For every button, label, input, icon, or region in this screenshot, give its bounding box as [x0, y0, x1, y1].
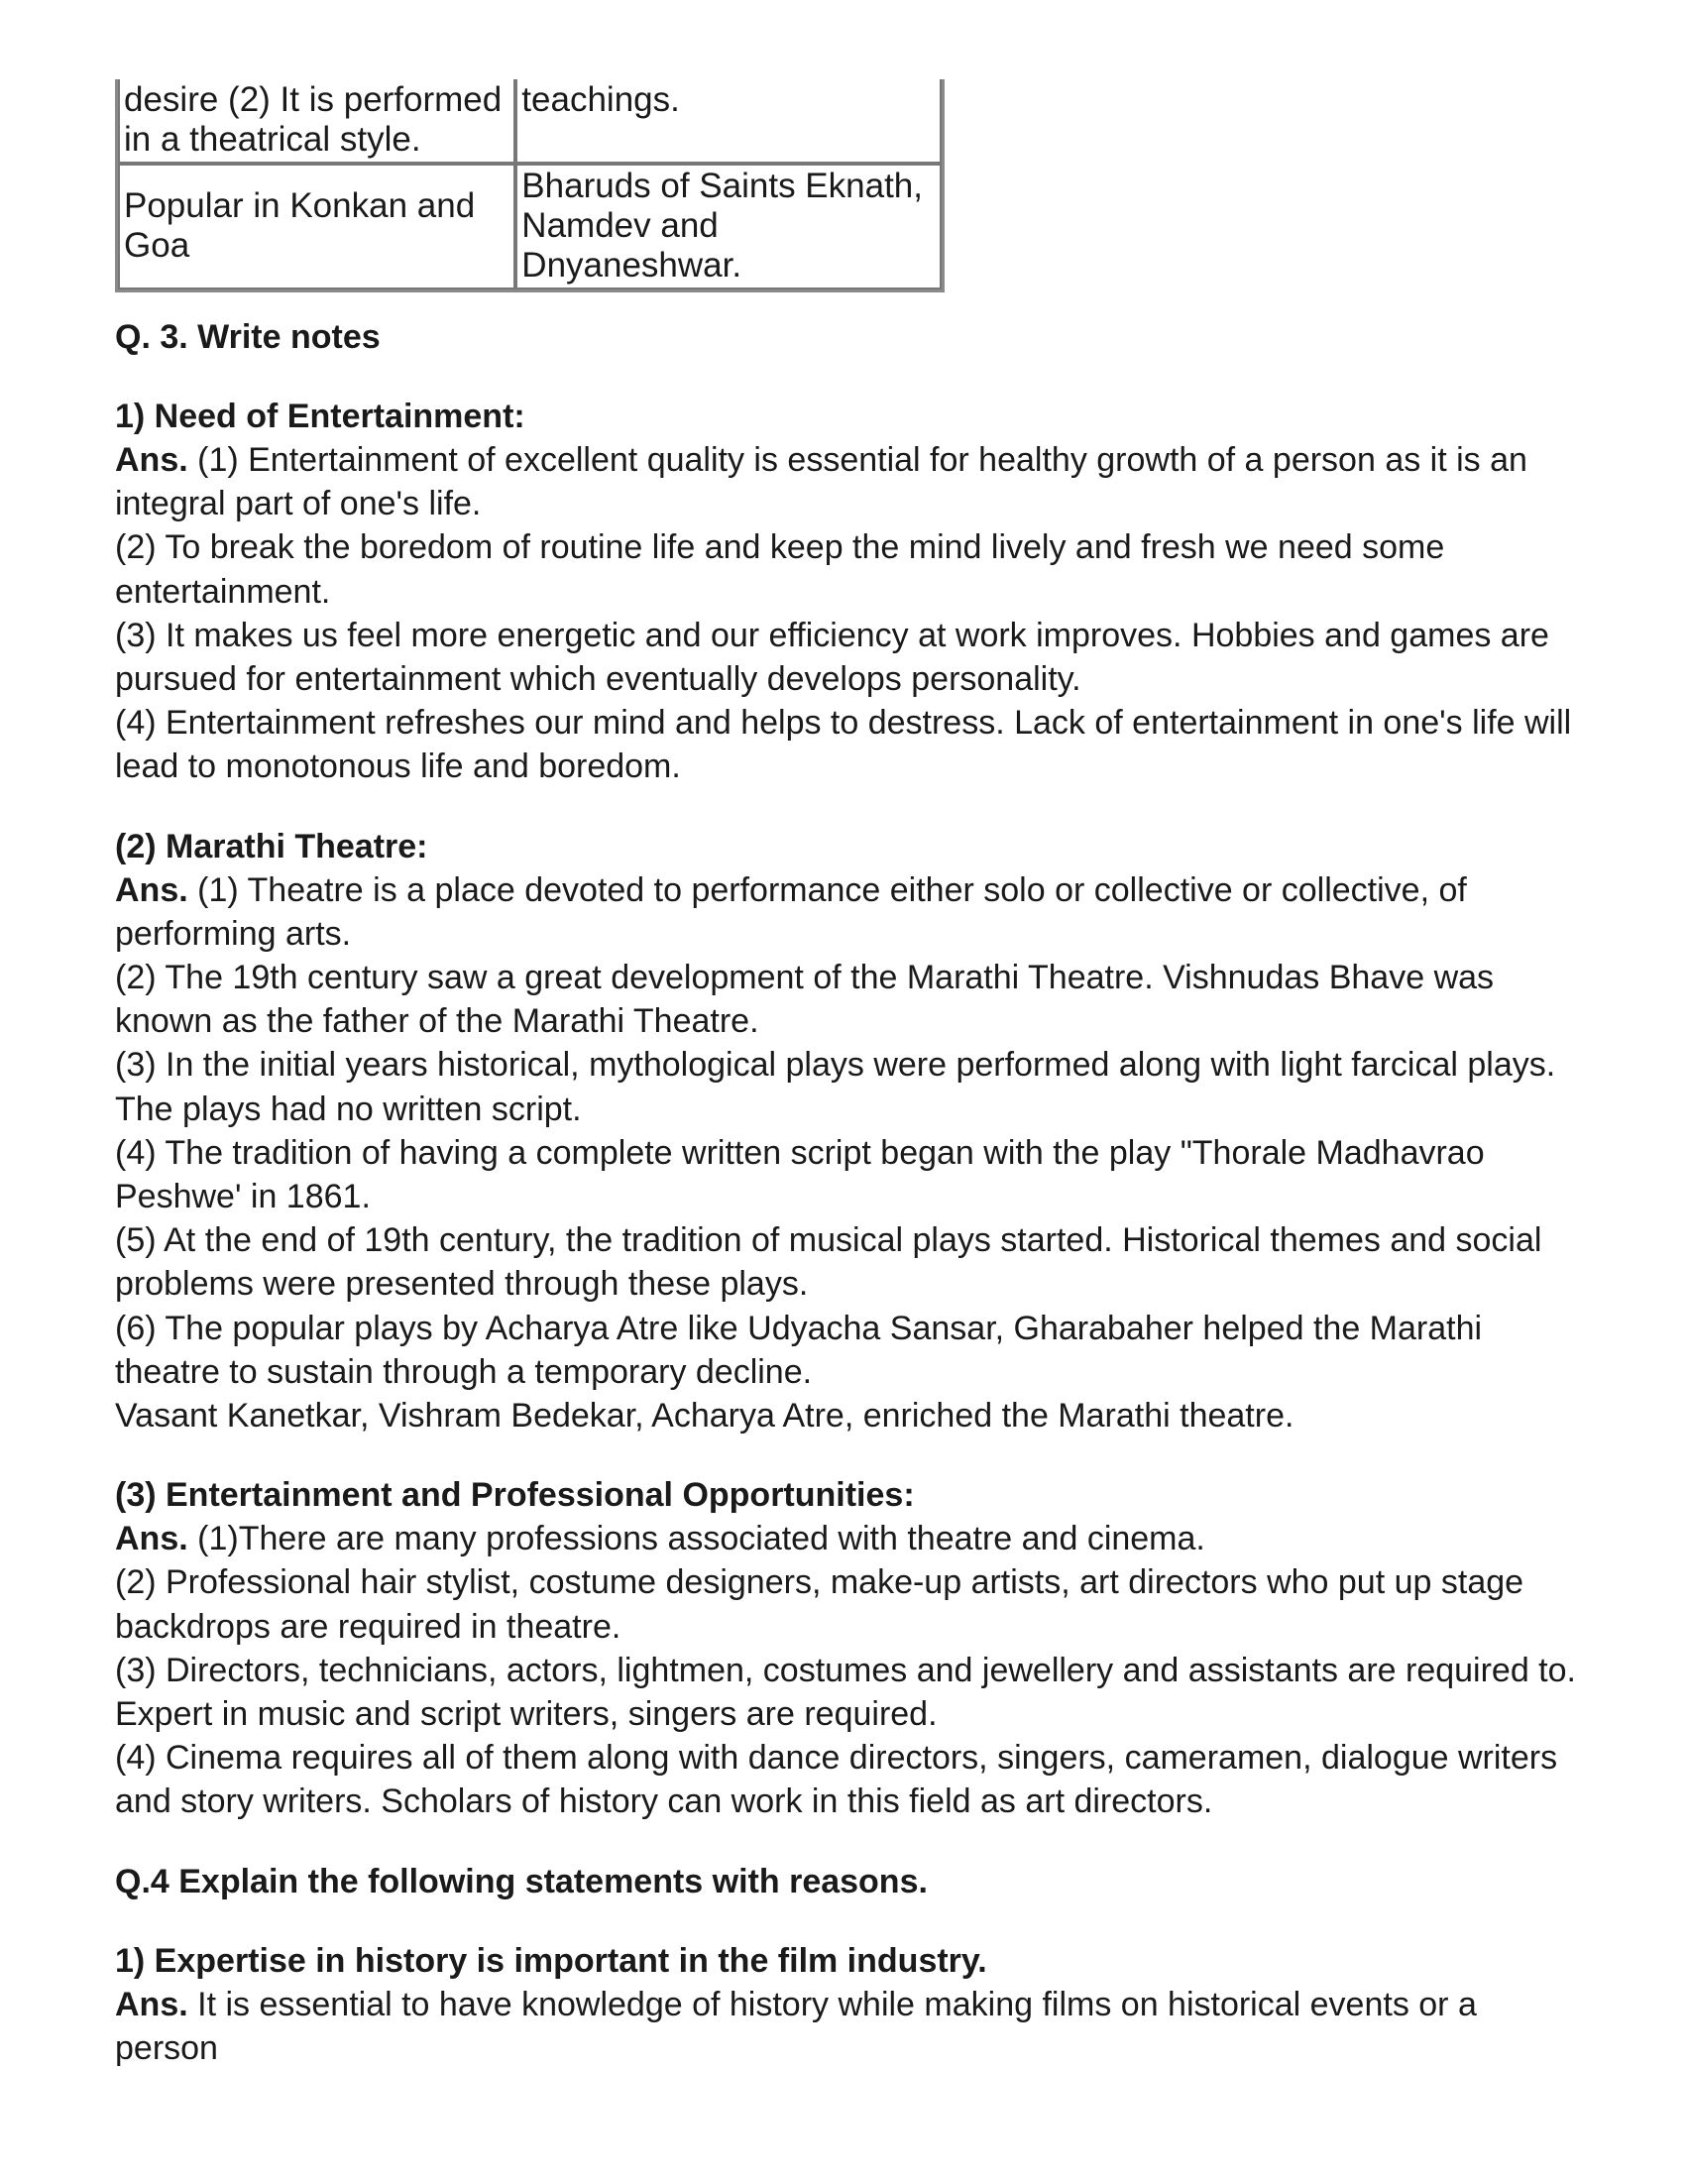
note-entertainment-professional-opportunities [115, 1473, 1582, 1823]
answer-paragraph: (4) Cinema requires all of them along with dance directors, singers, cameramen, dialogue writers and story writers. Scholars of history can work in this field as art directors. [115, 1739, 1558, 1821]
answer-label: Ans. [115, 441, 188, 479]
answer-paragraph [115, 868, 1582, 956]
document-body [115, 315, 1582, 2070]
note-need-of-entertainment [115, 395, 1582, 789]
answer-paragraph: (6) The popular plays by Acharya Atre like Udyacha Sansar, Gharabaher helped the Marathi theatre to sustain through a temporary decline. [115, 1309, 1483, 1391]
answer-label: Ans. [115, 1520, 188, 1558]
table-cell: desire (2) It is performed in a theatrical style. [118, 79, 515, 164]
question-3-title: Q. 3. Write notes [115, 318, 381, 356]
table-row [118, 79, 942, 164]
table-row [118, 164, 942, 289]
note-marathi-theatre [115, 825, 1582, 1438]
table-cell: Popular in Konkan and Goa [118, 164, 515, 289]
answer-paragraph [115, 1983, 1582, 2070]
answer-paragraph: (3) Directors, technicians, actors, lightmen, costumes and jewellery and assistants are required to. Expert in music and script writers, singers are required. [115, 1651, 1576, 1734]
answer-paragraph: (3) It makes us feel more energetic and our efficiency at work improves. Hobbies and games are pursued for entertainment which eventually develops personality. [115, 616, 1549, 699]
table-cell: teachings. [515, 79, 942, 164]
question-4-title: Q.4 Explain the following statements with reasons. [115, 1862, 928, 1900]
answer-label: Ans. [115, 1985, 188, 2023]
answer-paragraph: (4) The tradition of having a complete written script began with the play "Thorale Madhavrao Peshwe' in 1861. [115, 1133, 1485, 1216]
answer-paragraph: Vasant Kanetkar, Vishram Bedekar, Acharya Atre, enriched the Marathi theatre. [115, 1397, 1294, 1436]
answer-label: Ans. [115, 870, 188, 909]
section-heading: (3) Entertainment and Professional Opportunities: [115, 1476, 915, 1515]
table-cell: Bharuds of Saints Eknath, Namdev and Dnyaneshwar. [515, 164, 942, 289]
answer-paragraph: (5) At the end of 19th century, the tradition of musical plays started. Historical themes and social problems were presented through these plays. [115, 1221, 1542, 1304]
answer-paragraph [115, 1517, 1582, 1560]
section-heading: 1) Need of Entertainment: [115, 398, 525, 435]
section-heading: 1) Expertise in history is important in the film industry. [115, 1941, 987, 1980]
answer-paragraph: (3) In the initial years historical, mythological plays were performed along with light farcical plays. The plays had no written script. [115, 1046, 1556, 1128]
answer-paragraph: (2) Professional hair stylist, costume designers, make-up artists, art directors who put up stage backdrops are required in theatre. [115, 1563, 1524, 1646]
comparison-table-container [115, 79, 945, 292]
answer-text: (1) Entertainment of excellent quality is essential for healthy growth of a person as it is an integral part of one's life. [115, 441, 1527, 523]
answer-text: (1) Theatre is a place devoted to performance either solo or collective or collective, of performing arts. [115, 870, 1467, 953]
answer-text: (1)There are many professions associated with theatre and cinema. [187, 1520, 1205, 1558]
answer-paragraph: (2) The 19th century saw a great development of the Marathi Theatre. Vishnudas Bhave was known as the father of the Marathi Theatre. [115, 959, 1495, 1041]
answer-paragraph: (4) Entertainment refreshes our mind and helps to destress. Lack of entertainment in one's life will lead to monotonous life and boredom. [115, 704, 1572, 786]
answer-paragraph [115, 438, 1582, 525]
statement-expertise-in-history [115, 1939, 1582, 2070]
answer-paragraph: (2) To break the boredom of routine life and keep the mind lively and fresh we need some entertainment. [115, 528, 1445, 611]
section-heading: (2) Marathi Theatre: [115, 827, 428, 865]
comparison-table [115, 79, 945, 292]
answer-text: It is essential to have knowledge of history while making films on historical events or a person [115, 1985, 1477, 2067]
